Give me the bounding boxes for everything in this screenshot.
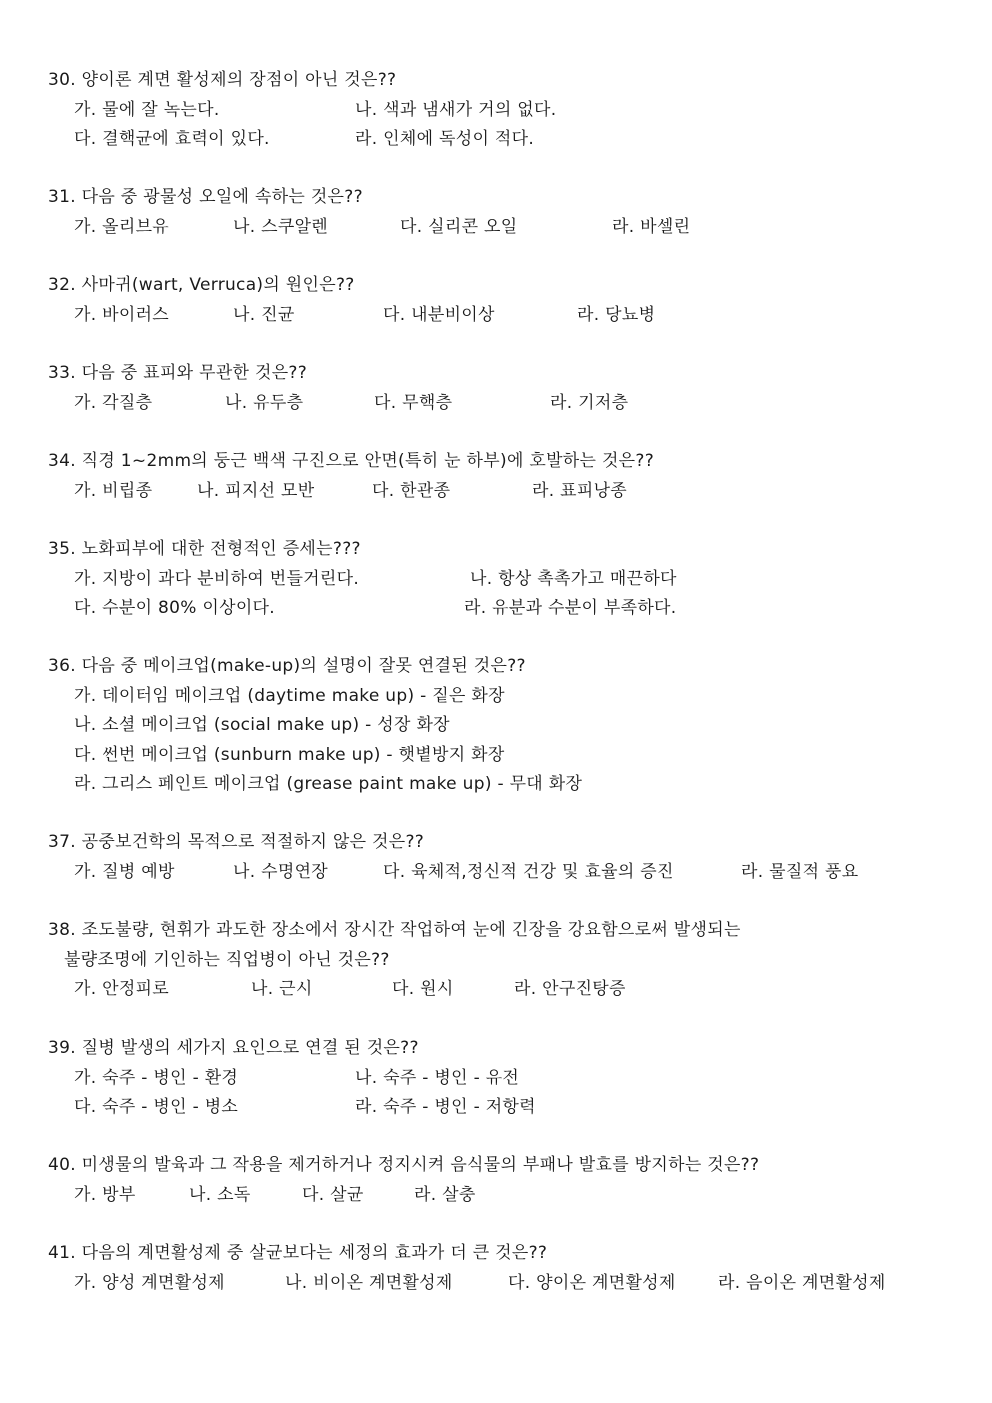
- question-39: [48, 1034, 948, 1123]
- option-row: [48, 711, 948, 741]
- question-stem: [48, 1239, 948, 1269]
- question-number: 39.: [48, 1038, 76, 1058]
- option-ra: 라. 표피낭종: [532, 480, 628, 501]
- option-na: 나. 유두층: [225, 392, 304, 413]
- option-ra: 라. 당뇨병: [577, 304, 656, 325]
- question-number: 37.: [48, 832, 76, 852]
- option-row: [48, 213, 948, 243]
- option-ra: 라. 인체에 독성이 적다.: [355, 129, 535, 149]
- question-stem: [48, 916, 948, 946]
- option-ra: 라. 살충: [414, 1184, 476, 1205]
- question-text: 사마귀(wart, Verruca)의 원인은??: [81, 275, 355, 295]
- question-text: 다음 중 광물성 오일에 속하는 것은??: [81, 187, 363, 207]
- question-text: 질병 발생의 세가지 요인으로 연결 된 것은??: [81, 1038, 419, 1058]
- option-ra: 라. 기저층: [550, 392, 629, 413]
- option-ga: 가. 안정피로: [74, 979, 170, 999]
- option-row: [48, 125, 948, 155]
- question-33: [48, 359, 948, 418]
- option-na: 나. 소독: [189, 1184, 251, 1205]
- option-ga: 가. 올리브유: [74, 216, 170, 237]
- question-38: [48, 916, 948, 1005]
- question-stem: [48, 66, 948, 96]
- option-ga: 가. 숙주 - 병인 - 환경: [74, 1067, 239, 1088]
- option-ga: 가. 각질층: [74, 392, 153, 413]
- question-text: 노화피부에 대한 전형적인 증세는???: [81, 539, 361, 559]
- question-stem: [48, 652, 948, 682]
- question-41: [48, 1239, 948, 1298]
- option-da: 다. 숙주 - 병인 - 병소: [74, 1097, 239, 1117]
- option-ra: 라. 음이온 계면활성제: [718, 1272, 886, 1293]
- question-stem: [48, 1151, 948, 1181]
- option-na: 나. 진균: [233, 304, 295, 325]
- option-ga: 가. 양성 계면활성제: [74, 1272, 225, 1293]
- question-number: 35.: [48, 539, 76, 559]
- question-number: 38.: [48, 920, 76, 940]
- question-34: [48, 447, 948, 506]
- option-row: [48, 594, 948, 624]
- option-na: 나. 소셜 메이크업 (social make up) - 성장 화장: [74, 715, 450, 735]
- option-ga: 가. 지방이 과다 분비하여 번들거린다.: [74, 568, 360, 589]
- option-ga: 가. 물에 잘 녹는다.: [74, 99, 220, 120]
- question-36: [48, 652, 948, 800]
- option-ra: 라. 그리스 페인트 메이크업 (grease paint make up) - 무대 화장: [74, 774, 583, 794]
- option-na: 나. 항상 촉촉가고 매끈하다: [470, 568, 677, 589]
- option-row: [48, 682, 948, 712]
- option-na: 나. 스쿠알렌: [233, 216, 329, 237]
- option-da: 다. 육체적,정신적 건강 및 효율의 증진: [383, 861, 674, 882]
- option-da: 다. 결핵균에 효력이 있다.: [74, 129, 270, 149]
- option-na: 나. 숙주 - 병인 - 유전: [355, 1067, 520, 1088]
- option-ga: 가. 바이러스: [74, 304, 170, 325]
- option-da: 다. 살균: [302, 1184, 364, 1205]
- question-37: [48, 828, 948, 887]
- option-ra: 라. 유분과 수분이 부족하다.: [464, 598, 677, 618]
- question-number: 31.: [48, 187, 76, 207]
- option-na: 나. 피지선 모반: [197, 480, 315, 501]
- option-row: [48, 96, 948, 126]
- option-row: [48, 565, 948, 595]
- question-stem: [48, 359, 948, 389]
- question-40: [48, 1151, 948, 1210]
- option-da: 다. 무핵층: [374, 392, 453, 413]
- question-text: 조도불량, 현휘가 과도한 장소에서 장시간 작업하여 눈에 긴장을 강요함으로써 발생되는: [81, 920, 741, 940]
- option-da: 다. 한관종: [372, 480, 451, 501]
- question-text: 공중보건학의 목적으로 적절하지 않은 것은??: [81, 832, 425, 852]
- option-ra: 라. 숙주 - 병인 - 저항력: [355, 1097, 536, 1117]
- question-number: 40.: [48, 1155, 76, 1175]
- option-ga: 가. 데이터임 메이크업 (daytime make up) - 짙은 화장: [74, 685, 505, 706]
- question-number: 36.: [48, 656, 76, 676]
- option-row: [48, 770, 948, 800]
- question-number: 30.: [48, 70, 76, 90]
- question-text: 양이론 계면 활성제의 장점이 아닌 것은??: [81, 70, 397, 90]
- question-number: 32.: [48, 275, 76, 295]
- question-text: 미생물의 발육과 그 작용을 제거하거나 정지시켜 음식물의 부패나 발효를 방지하는 것은??: [81, 1155, 760, 1175]
- option-na: 나. 색과 냄새가 거의 없다.: [355, 99, 557, 120]
- question-30: [48, 66, 948, 155]
- option-na: 나. 근시: [251, 979, 313, 999]
- option-row: [48, 477, 948, 507]
- option-row: [48, 1181, 948, 1211]
- option-row: [48, 301, 948, 331]
- question-number: 34.: [48, 451, 76, 471]
- option-na: 나. 비이온 계면활성제: [285, 1272, 453, 1293]
- option-ra: 라. 바셀린: [612, 216, 691, 237]
- question-32: [48, 271, 948, 330]
- option-ga: 가. 방부: [74, 1184, 136, 1205]
- question-31: [48, 183, 948, 242]
- option-da: 다. 원시: [392, 979, 454, 999]
- option-row: [48, 1093, 948, 1123]
- option-row: [48, 858, 948, 888]
- option-ra: 라. 안구진탕증: [514, 979, 626, 999]
- option-row: [48, 389, 948, 419]
- option-ga: 가. 비립종: [74, 480, 153, 501]
- question-stem: [48, 535, 948, 565]
- question-stem: [48, 1034, 948, 1064]
- option-da: 다. 수분이 80% 이상이다.: [74, 598, 275, 618]
- option-ra: 라. 물질적 풍요: [741, 861, 859, 882]
- question-stem-continued: [48, 946, 948, 976]
- option-row: [48, 1269, 948, 1299]
- question-stem: [48, 271, 948, 301]
- option-da: 다. 양이온 계면활성제: [508, 1272, 676, 1293]
- question-stem: [48, 828, 948, 858]
- question-stem: [48, 183, 948, 213]
- question-text: 직경 1~2mm의 둥근 백색 구진으로 안면(특히 눈 하부)에 호발하는 것은??: [81, 451, 655, 471]
- option-da: 다. 실리콘 오일: [400, 216, 518, 237]
- option-row: [48, 975, 948, 1005]
- option-ga: 가. 질병 예방: [74, 861, 175, 882]
- option-row: [48, 1064, 948, 1094]
- option-da: 다. 썬번 메이크업 (sunburn make up) - 햇볕방지 화장: [74, 744, 505, 765]
- question-35: [48, 535, 948, 624]
- question-text: 다음의 계면활성제 중 살균보다는 세정의 효과가 더 큰 것은??: [81, 1243, 548, 1263]
- option-da: 다. 내분비이상: [383, 304, 495, 325]
- option-na: 나. 수명연장: [233, 861, 329, 882]
- option-row: [48, 741, 948, 771]
- question-number: 41.: [48, 1243, 76, 1263]
- question-stem: [48, 447, 948, 477]
- question-text: 다음 중 메이크업(make-up)의 설명이 잘못 연결된 것은??: [81, 656, 526, 676]
- question-text: 다음 중 표피와 무관한 것은??: [81, 363, 308, 383]
- question-number: 33.: [48, 363, 76, 383]
- question-text-continued: 불량조명에 기인하는 직업병이 아닌 것은??: [64, 949, 390, 970]
